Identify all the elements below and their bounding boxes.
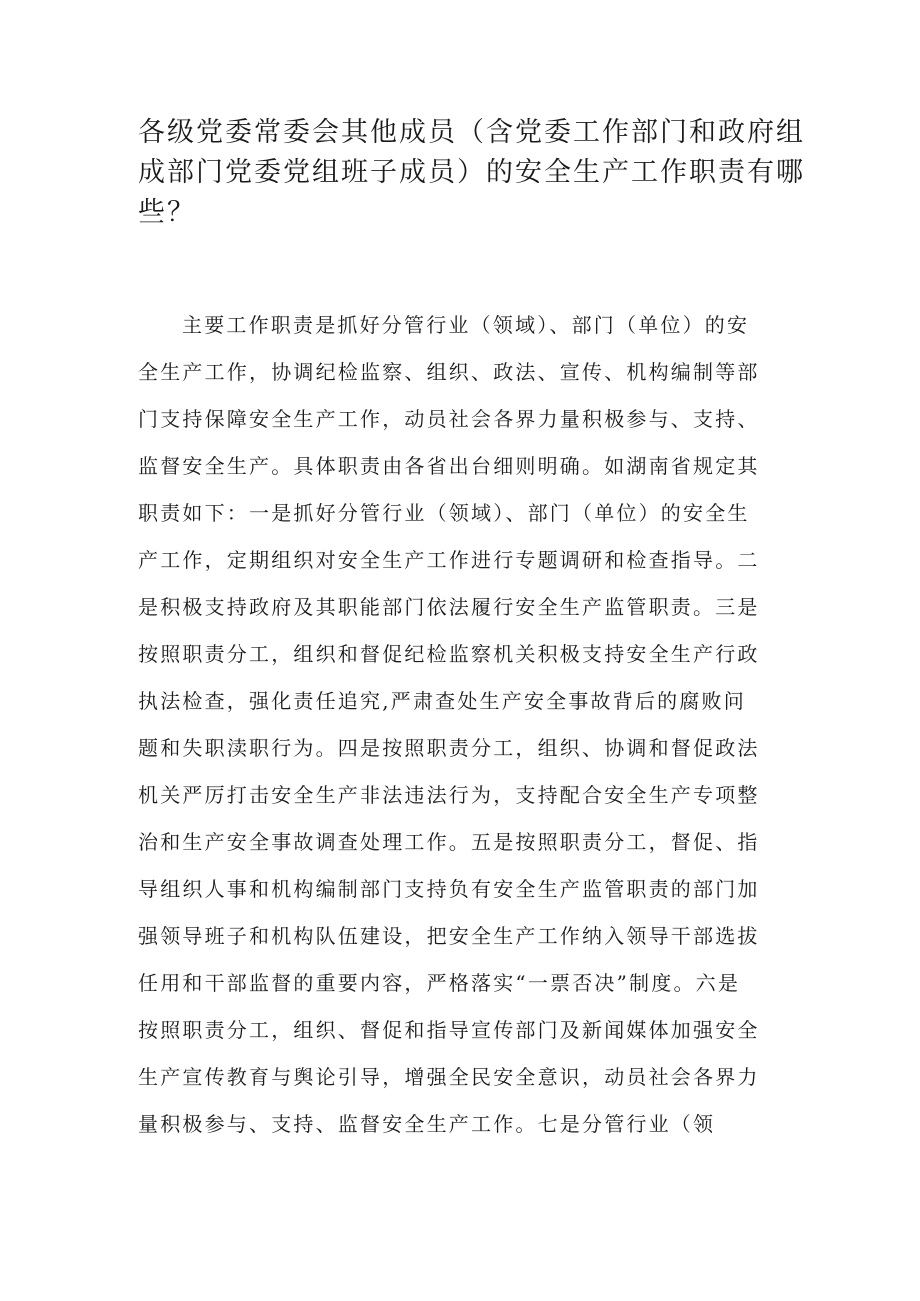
body-line: 执法检查，强化责任追究,严肃查处生产安全事故背后的腐败问 — [138, 689, 746, 713]
document-title — [138, 113, 805, 233]
body-line: 强领导班子和机构队伍建设，把安全生产工作纳入领导干部选拔 — [138, 924, 760, 948]
body-line: 生产宣传教育与舆论引导，增强全民安全意识，动员社会各界力 — [138, 1065, 760, 1089]
body-line: 治和生产安全事故调查处理工作。五是按照职责分工，督促、指 — [138, 830, 760, 854]
body-line: 任用和干部监督的重要内容，严格落实“一票否决”制度。六是 — [138, 971, 741, 995]
body-line: 是积极支持政府及其职能部门依法履行安全生产监管职责。三是 — [138, 595, 760, 619]
body-paragraph — [138, 302, 798, 1148]
title-line: 各级党委常委会其他成员（含党委工作部门和政府组 — [138, 117, 805, 148]
body-line: 按照职责分工，组织和督促纪检监察机关积极支持安全生产行政 — [138, 642, 760, 666]
body-line: 题和失职渎职行为。四是按照职责分工，组织、协调和督促政法 — [138, 736, 760, 760]
body-line: 主要工作职责是抓好分管行业（领域）、部门（单位）的安 — [182, 313, 750, 337]
body-line: 监督安全生产。具体职责由各省出台细则明确。如湖南省规定其 — [138, 454, 760, 478]
body-line: 按照职责分工，组织、督促和指导宣传部门及新闻媒体加强安全 — [138, 1018, 760, 1042]
body-line: 全生产工作，协调纪检监察、组织、政法、宣传、机构编制等部 — [138, 360, 760, 384]
body-line: 机关严厉打击安全生产非法违法行为，支持配合安全生产专项整 — [138, 783, 760, 807]
body-line: 门支持保障安全生产工作，动员社会各界力量积极参与、支持、 — [138, 407, 760, 431]
body-line: 导组织人事和机构编制部门支持负有安全生产监管职责的部门加 — [138, 877, 760, 901]
title-line: 些？ — [138, 197, 196, 228]
body-line: 产工作，定期组织对安全生产工作进行专题调研和检查指导。二 — [138, 548, 760, 572]
body-line: 职责如下：一是抓好分管行业（领域）、部门（单位）的安全生 — [138, 501, 750, 525]
body-line: 量积极参与、支持、监督安全生产工作。七是分管行业（领 — [138, 1112, 716, 1136]
title-line: 成部门党委党组班子成员）的安全生产工作职责有哪 — [138, 157, 805, 188]
